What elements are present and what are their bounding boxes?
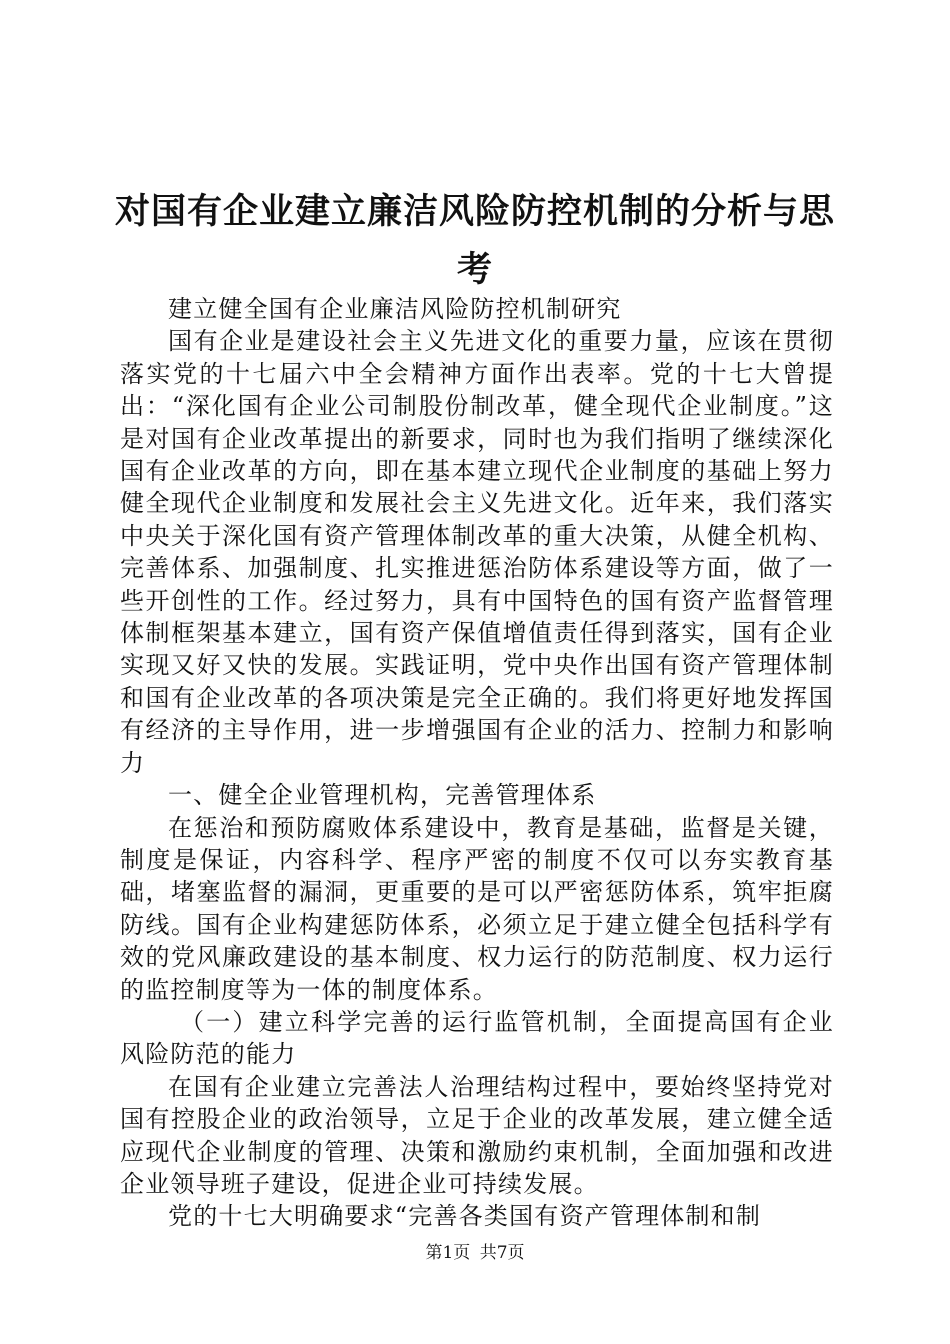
paragraph-continued: 党的十七大明确要求“完善各类国有资产管理体制和制 (168, 1202, 762, 1231)
paragraph-subsection-1: 在国有企业建立完善法人治理结构过程中，要始终坚持党对国有控股企业的政治领导，立足于企业的改革发展，建立健全适应现代企业制度的管理、决策和激励约束机制，全面加强和改进企业领导班子建设，促进企业可持续发展。 (120, 1072, 834, 1198)
page-total: 共7页 (479, 1243, 525, 1263)
page-footer (0, 1243, 950, 1263)
paragraph-subtitle: 建立健全国有企业廉洁风险防控机制研究 (168, 295, 622, 323)
paragraph-section-1: 在惩治和预防腐败体系建设中，教育是基础，监督是关键，制度是保证，内容科学、程序严密的制度不仅可以夯实教育基础，堵塞监督的漏洞，更重要的是可以严密惩防体系，筑牢拒腐防线。国有企业构建惩防体系，必须立足于建立健全包括科学有效的党风廉政建设的基本制度、权力运行的防范制度、权力运行的监控制度等为一体的制度体系。 (120, 813, 834, 1004)
page-number: 第1页 (425, 1243, 471, 1263)
document-body (120, 293, 834, 1233)
subsection-heading-1: （一）建立科学完善的运行监管机制，全面提高国有企业风险防范的能力 (120, 1007, 834, 1069)
document-title: 对国有企业建立廉洁风险防控机制的分析与思考 (114, 191, 835, 290)
section-heading-1: 一、健全企业管理机构，完善管理体系 (168, 781, 597, 810)
paragraph-intro: 国有企业是建设社会主义先进文化的重要力量，应该在贯彻落实党的十七届六中全会精神方面作出表率。党的十七大曾提出：“深化国有企业公司制股份制改革，健全现代企业制度。”这是对国有企业改革提出的新要求，同时也为我们指明了继续深化国有企业改革的方向，即在基本建立现代企业制度的基础上努力健全现代企业制度和发展社会主义先进文化。近年来，我们落实中央关于深化国有资产管理体制改革的重大决策，从健全机构、完善体系、加强制度、扎实推进惩治防体系建设等方面，做了一些开创性的工作。经过努力，具有中国特色的国有资产监督管理体制框架基本建立，国有资产保值增值责任得到落实，国有企业实现又好又快的发展。实践证明，党中央作出国有资产管理体制和国有企业改革的各项决策是完全正确的。我们将更好地发挥国有经济的主导作用，进一步增强国有企业的活力、控制力和影响力 (120, 327, 834, 777)
